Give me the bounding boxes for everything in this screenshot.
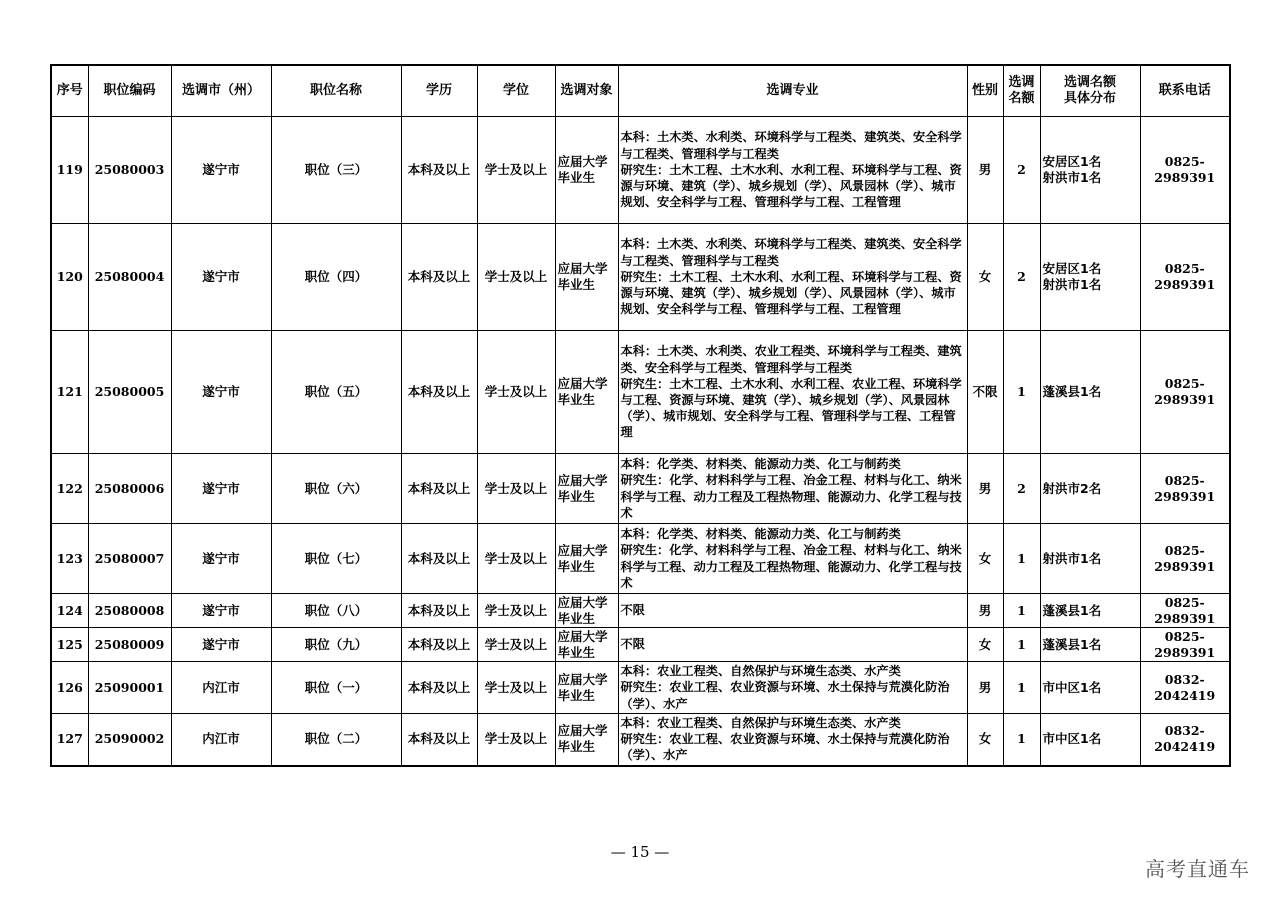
cell-gender: 男 bbox=[967, 662, 1003, 714]
cell-phone: 0825-2989391 bbox=[1140, 594, 1230, 628]
cell-quota: 2 bbox=[1003, 224, 1040, 331]
cell-education: 本科及以上 bbox=[401, 594, 477, 628]
cell-distribution: 蓬溪县1名 bbox=[1040, 594, 1140, 628]
cell-education: 本科及以上 bbox=[401, 714, 477, 766]
cell-code: 25090001 bbox=[88, 662, 171, 714]
cell-seq: 126 bbox=[51, 662, 88, 714]
cell-target: 应届大学毕业生 bbox=[555, 662, 618, 714]
cell-target: 应届大学毕业生 bbox=[555, 628, 618, 662]
cell-position: 职位（二） bbox=[271, 714, 401, 766]
cell-position: 职位（八） bbox=[271, 594, 401, 628]
watermark: 高考直通车 bbox=[1145, 857, 1250, 881]
cell-degree: 学士及以上 bbox=[477, 224, 555, 331]
cell-seq: 121 bbox=[51, 331, 88, 454]
cell-major: 本科：农业工程类、自然保护与环境生态类、水产类 研究生：农业工程、农业资源与环境、水土保持与荒漠化防治（学）、水产 bbox=[618, 662, 967, 714]
cell-quota: 2 bbox=[1003, 117, 1040, 224]
cell-phone: 0825-2989391 bbox=[1140, 331, 1230, 454]
table-row bbox=[51, 628, 1230, 662]
cell-target: 应届大学毕业生 bbox=[555, 594, 618, 628]
cell-target: 应届大学毕业生 bbox=[555, 454, 618, 524]
table-row bbox=[51, 331, 1230, 454]
cell-position: 职位（三） bbox=[271, 117, 401, 224]
cell-seq: 124 bbox=[51, 594, 88, 628]
table-header-row bbox=[51, 65, 1230, 117]
cell-position: 职位（五） bbox=[271, 331, 401, 454]
cell-code: 25080004 bbox=[88, 224, 171, 331]
table-row bbox=[51, 662, 1230, 714]
cell-gender: 男 bbox=[967, 454, 1003, 524]
cell-city: 内江市 bbox=[171, 662, 271, 714]
cell-education: 本科及以上 bbox=[401, 331, 477, 454]
cell-quota: 1 bbox=[1003, 331, 1040, 454]
cell-code: 25080009 bbox=[88, 628, 171, 662]
cell-phone: 0832-2042419 bbox=[1140, 662, 1230, 714]
header-education: 学历 bbox=[401, 65, 477, 117]
cell-gender: 男 bbox=[967, 594, 1003, 628]
cell-degree: 学士及以上 bbox=[477, 628, 555, 662]
table-row bbox=[51, 454, 1230, 524]
cell-phone: 0832-2042419 bbox=[1140, 714, 1230, 766]
cell-distribution: 市中区1名 bbox=[1040, 662, 1140, 714]
cell-city: 遂宁市 bbox=[171, 331, 271, 454]
header-major: 选调专业 bbox=[618, 65, 967, 117]
cell-position: 职位（九） bbox=[271, 628, 401, 662]
cell-distribution: 射洪市1名 bbox=[1040, 524, 1140, 594]
header-position: 职位名称 bbox=[271, 65, 401, 117]
header-city: 选调市（州） bbox=[171, 65, 271, 117]
cell-major: 不限 bbox=[618, 628, 967, 662]
table-row bbox=[51, 714, 1230, 766]
positions-table bbox=[50, 64, 1231, 767]
cell-code: 25080006 bbox=[88, 454, 171, 524]
cell-education: 本科及以上 bbox=[401, 628, 477, 662]
cell-quota: 1 bbox=[1003, 714, 1040, 766]
cell-seq: 127 bbox=[51, 714, 88, 766]
cell-target: 应届大学毕业生 bbox=[555, 331, 618, 454]
cell-position: 职位（四） bbox=[271, 224, 401, 331]
cell-city: 内江市 bbox=[171, 714, 271, 766]
cell-code: 25080003 bbox=[88, 117, 171, 224]
cell-seq: 120 bbox=[51, 224, 88, 331]
cell-gender: 女 bbox=[967, 224, 1003, 331]
cell-quota: 2 bbox=[1003, 454, 1040, 524]
cell-city: 遂宁市 bbox=[171, 454, 271, 524]
cell-phone: 0825-2989391 bbox=[1140, 454, 1230, 524]
cell-code: 25080008 bbox=[88, 594, 171, 628]
cell-education: 本科及以上 bbox=[401, 224, 477, 331]
cell-code: 25080005 bbox=[88, 331, 171, 454]
cell-phone: 0825-2989391 bbox=[1140, 224, 1230, 331]
cell-seq: 125 bbox=[51, 628, 88, 662]
cell-major: 本科：土木类、水利类、农业工程类、环境科学与工程类、建筑类、安全科学与工程类、管理科学与工程类 研究生：土木工程、土木水利、水利工程、农业工程、环境科学与工程、资源与环境、建筑（学）、城乡规划（学）、风景园林（学）、城市规划、安全科学与工程、管理科学与工程、工程管理 bbox=[618, 331, 967, 454]
cell-degree: 学士及以上 bbox=[477, 662, 555, 714]
cell-distribution: 蓬溪县1名 bbox=[1040, 331, 1140, 454]
cell-city: 遂宁市 bbox=[171, 117, 271, 224]
cell-major: 本科：土木类、水利类、环境科学与工程类、建筑类、安全科学与工程类、管理科学与工程类 研究生：土木工程、土木水利、水利工程、环境科学与工程、资源与环境、建筑（学）、城乡规划（学）、风景园林（学）、城市规划、安全科学与工程、管理科学与工程、工程管理 bbox=[618, 117, 967, 224]
cell-distribution: 市中区1名 bbox=[1040, 714, 1140, 766]
cell-degree: 学士及以上 bbox=[477, 117, 555, 224]
cell-position: 职位（一） bbox=[271, 662, 401, 714]
cell-quota: 1 bbox=[1003, 524, 1040, 594]
cell-education: 本科及以上 bbox=[401, 454, 477, 524]
cell-city: 遂宁市 bbox=[171, 524, 271, 594]
table-row bbox=[51, 594, 1230, 628]
cell-position: 职位（七） bbox=[271, 524, 401, 594]
cell-gender: 不限 bbox=[967, 331, 1003, 454]
cell-education: 本科及以上 bbox=[401, 524, 477, 594]
cell-target: 应届大学毕业生 bbox=[555, 224, 618, 331]
cell-code: 25080007 bbox=[88, 524, 171, 594]
cell-city: 遂宁市 bbox=[171, 628, 271, 662]
cell-quota: 1 bbox=[1003, 628, 1040, 662]
header-phone: 联系电话 bbox=[1140, 65, 1230, 117]
header-gender: 性别 bbox=[967, 65, 1003, 117]
cell-education: 本科及以上 bbox=[401, 117, 477, 224]
cell-distribution: 射洪市2名 bbox=[1040, 454, 1140, 524]
cell-major: 本科：化学类、材料类、能源动力类、化工与制药类 研究生：化学、材料科学与工程、冶金工程、材料与化工、纳米科学与工程、动力工程及工程热物理、能源动力、化学工程与技术 bbox=[618, 454, 967, 524]
cell-degree: 学士及以上 bbox=[477, 594, 555, 628]
cell-city: 遂宁市 bbox=[171, 224, 271, 331]
header-quota: 选调 名额 bbox=[1003, 65, 1040, 117]
cell-target: 应届大学毕业生 bbox=[555, 524, 618, 594]
header-distribution: 选调名额 具体分布 bbox=[1040, 65, 1140, 117]
cell-degree: 学士及以上 bbox=[477, 454, 555, 524]
cell-major: 不限 bbox=[618, 594, 967, 628]
cell-city: 遂宁市 bbox=[171, 594, 271, 628]
cell-major: 本科：化学类、材料类、能源动力类、化工与制药类 研究生：化学、材料科学与工程、冶金工程、材料与化工、纳米科学与工程、动力工程及工程热物理、能源动力、化学工程与技术 bbox=[618, 524, 967, 594]
cell-major: 本科：农业工程类、自然保护与环境生态类、水产类 研究生：农业工程、农业资源与环境、水土保持与荒漠化防治（学）、水产 bbox=[618, 714, 967, 766]
cell-major: 本科：土木类、水利类、环境科学与工程类、建筑类、安全科学与工程类、管理科学与工程类 研究生：土木工程、土木水利、水利工程、环境科学与工程、资源与环境、建筑（学）、城乡规划（学）、风景园林（学）、城市规划、安全科学与工程、管理科学与工程、工程管理 bbox=[618, 224, 967, 331]
cell-phone: 0825-2989391 bbox=[1140, 628, 1230, 662]
cell-code: 25090002 bbox=[88, 714, 171, 766]
cell-distribution: 安居区1名 射洪市1名 bbox=[1040, 117, 1140, 224]
cell-degree: 学士及以上 bbox=[477, 714, 555, 766]
cell-quota: 1 bbox=[1003, 662, 1040, 714]
cell-phone: 0825-2989391 bbox=[1140, 524, 1230, 594]
cell-gender: 女 bbox=[967, 524, 1003, 594]
cell-gender: 女 bbox=[967, 628, 1003, 662]
cell-target: 应届大学毕业生 bbox=[555, 117, 618, 224]
page-number: — 15 — bbox=[610, 843, 670, 861]
cell-phone: 0825-2989391 bbox=[1140, 117, 1230, 224]
cell-gender: 女 bbox=[967, 714, 1003, 766]
cell-seq: 119 bbox=[51, 117, 88, 224]
cell-target: 应届大学毕业生 bbox=[555, 714, 618, 766]
cell-education: 本科及以上 bbox=[401, 662, 477, 714]
cell-distribution: 安居区1名 射洪市1名 bbox=[1040, 224, 1140, 331]
header-target: 选调对象 bbox=[555, 65, 618, 117]
header-degree: 学位 bbox=[477, 65, 555, 117]
cell-position: 职位（六） bbox=[271, 454, 401, 524]
header-seq: 序号 bbox=[51, 65, 88, 117]
cell-degree: 学士及以上 bbox=[477, 524, 555, 594]
cell-distribution: 蓬溪县1名 bbox=[1040, 628, 1140, 662]
cell-quota: 1 bbox=[1003, 594, 1040, 628]
cell-degree: 学士及以上 bbox=[477, 331, 555, 454]
cell-gender: 男 bbox=[967, 117, 1003, 224]
table-row bbox=[51, 224, 1230, 331]
header-code: 职位编码 bbox=[88, 65, 171, 117]
cell-seq: 123 bbox=[51, 524, 88, 594]
table-row bbox=[51, 117, 1230, 224]
table-row bbox=[51, 524, 1230, 594]
cell-seq: 122 bbox=[51, 454, 88, 524]
